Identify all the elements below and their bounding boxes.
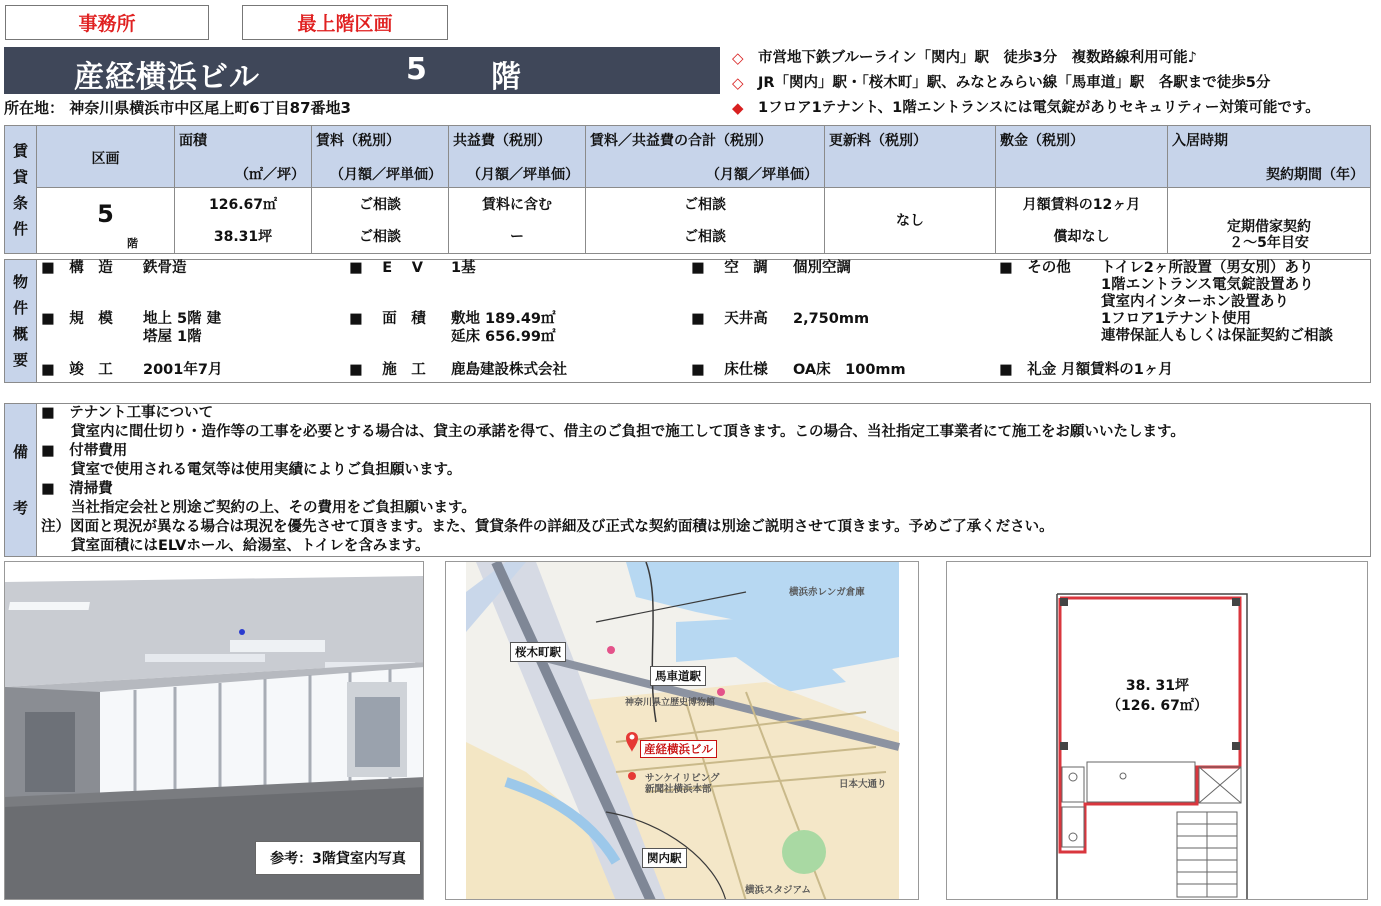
remark-line: 当社指定会社と別途ご契約の上、その費用をご負担願います。 xyxy=(71,500,476,516)
feature-text: 1フロア1テナント、1階エントランスには電気錠がありセキュリティー対策可能です。 xyxy=(758,100,1320,116)
remark-line: ■ 清掃費 xyxy=(41,481,113,497)
location-map xyxy=(445,561,919,900)
diamond-filled-icon: ◆ xyxy=(732,99,744,117)
overview-label: ■ 施 工 xyxy=(349,362,426,378)
feature-item xyxy=(732,71,1320,96)
building-floor-suffix: 階 xyxy=(491,60,521,95)
header-common-fee: 共益費（税別） （月額／坪単価） xyxy=(449,126,586,188)
header-area: 面積 （㎡／坪） xyxy=(175,126,312,188)
feature-list xyxy=(732,46,1320,121)
header-move-in: 入居時期 契約期間（年） xyxy=(1168,126,1371,188)
map-label-building: 産経横浜ビル xyxy=(640,740,717,758)
overview-reikin: ■ 礼金 月額賃料の1ヶ月 xyxy=(999,362,1173,378)
overview-value: 地上 5階 建 xyxy=(143,311,222,327)
overview-body xyxy=(37,260,1371,383)
overview-value: 鹿島建設株式会社 xyxy=(451,362,567,378)
overview-value: 連帯保証人もしくは保証契約ご相談 xyxy=(1101,328,1333,344)
map-label-stadium: 横浜スタジアム xyxy=(745,885,811,896)
overview-value: 個別空調 xyxy=(793,260,851,276)
remark-line: ■ テナント工事について xyxy=(41,405,214,421)
map-label-kannai: 関内駅 xyxy=(642,848,687,868)
value-total: ご相談 ご相談 xyxy=(586,188,825,254)
value-contract-term: 定期借家契約 ２～5年目安 xyxy=(1168,188,1371,254)
overview-label: ■ 構 造 xyxy=(41,260,113,276)
conditions-side-label: 賃 貸 条 件 xyxy=(5,126,37,254)
header-rent: 賃料（税別） （月額／坪単価） xyxy=(312,126,449,188)
floor-plan xyxy=(946,561,1368,900)
office-tag: 事務所 xyxy=(5,5,209,40)
overview-value: OA床 100mm xyxy=(793,362,906,378)
feature-text: 市営地下鉄ブルーライン「関内」駅 徒歩3分 複数路線利用可能♪ xyxy=(758,50,1197,66)
diamond-outline-icon: ◇ xyxy=(732,49,744,67)
feature-item xyxy=(732,46,1320,71)
map-label-museum: 神奈川県立歴史博物館 xyxy=(625,698,716,708)
overview-value: 2,750mm xyxy=(793,311,870,327)
map-label-redbrick: 横浜赤レンガ倉庫 xyxy=(789,587,865,598)
map-label-bashamichi: 馬車道駅 xyxy=(650,666,706,686)
overview-label: ■ 面 積 xyxy=(349,311,426,327)
overview-label: ■ 規 模 xyxy=(41,311,113,327)
overview-value: トイレ2ヶ所設置（男女別）あり xyxy=(1101,260,1314,276)
remarks-body xyxy=(37,404,1371,557)
value-renewal: なし xyxy=(825,188,996,254)
overview-label: ■ その他 xyxy=(999,260,1071,276)
overview-value: 塔屋 1階 xyxy=(143,329,202,345)
overview-label: ■ 空 調 xyxy=(691,260,768,276)
top-floor-tag: 最上階区画 xyxy=(242,5,448,40)
interior-photo xyxy=(4,561,424,900)
value-common-fee: 賃料に含む ー xyxy=(449,188,586,254)
map-label-sakuragicho: 桜木町駅 xyxy=(510,642,566,662)
floor-plan-drawing xyxy=(947,562,1368,900)
overview-value: 1フロア1テナント使用 xyxy=(1101,311,1251,327)
address: 所在地： 神奈川県横浜市中区尾上町6丁目87番地3 xyxy=(4,99,351,117)
floor-plan-m2: （126. 67㎡） xyxy=(1107,698,1208,714)
header-renewal: 更新料（税別） xyxy=(825,126,996,188)
overview-value: 延床 656.99㎡ xyxy=(451,329,556,345)
remarks-table xyxy=(4,403,1371,557)
floor-plan-area xyxy=(1107,676,1208,716)
overview-label: ■ 天井高 xyxy=(691,311,768,327)
remark-line: 注）図面と現況が異なる場合は現況を優先させて頂きます。また、賃貸条件の詳細及び正式な契約面積は別途ご説明させて頂きます。予めご了承ください。 xyxy=(41,519,1054,535)
map-label-sankei: サンケイリビング xyxy=(645,773,720,784)
map-label-nihon-odori: 日本大通り xyxy=(839,779,887,790)
leasing-conditions-table xyxy=(4,125,1371,254)
feature-text: JR「関内」駅・「桜木町」駅、みなとみらい線「馬車道」駅 各駅まで徒歩5分 xyxy=(758,75,1271,91)
remark-line: 貸室で使用される電気等は使用実績によりご負担願います。 xyxy=(71,462,462,478)
value-section: 5 階 xyxy=(37,188,175,254)
remarks-side-label: 備 考 xyxy=(5,404,37,557)
header-total: 賃料／共益費の合計（税別） （月額／坪単価） xyxy=(586,126,825,188)
overview-value: 1基 xyxy=(451,260,476,276)
overview-value: 貸室内インターホン設置あり xyxy=(1101,294,1289,310)
overview-value: 鉄骨造 xyxy=(143,260,187,276)
building-floor: 5 xyxy=(406,52,427,87)
overview-side-label: 物 件 概 要 xyxy=(5,260,37,383)
photo-caption: 参考：3階貸室内写真 xyxy=(255,841,421,875)
value-area: 126.67㎡ 38.31坪 xyxy=(175,188,312,254)
overview-label: ■ 竣 工 xyxy=(41,362,113,378)
overview-value: 2001年7月 xyxy=(143,362,223,378)
overview-value: 1階エントランス電気錠設置あり xyxy=(1101,277,1314,293)
remark-line: 貸室面積にはELVホール、給湯室、トイレを含みます。 xyxy=(71,538,430,554)
remark-line: 貸室内に間仕切り・造作等の工事を必要とする場合は、貸主の承諾を得て、借主のご負担で施工して頂きます。この場合、当社指定工事業者にて施工をお願いいたします。 xyxy=(71,424,1185,440)
value-rent: ご相談 ご相談 xyxy=(312,188,449,254)
header-deposit: 敷金（税別） xyxy=(996,126,1168,188)
floor-plan-tsubo: 38. 31坪 xyxy=(1125,678,1190,694)
overview-label: ■ 床仕様 xyxy=(691,362,768,378)
header-section: 区画 xyxy=(37,126,175,188)
overview-label: ■ E V xyxy=(349,260,423,276)
remark-line: ■ 付帯費用 xyxy=(41,443,128,459)
diamond-outline-icon: ◇ xyxy=(732,74,744,92)
overview-value: 敷地 189.49㎡ xyxy=(451,311,556,327)
property-overview-table xyxy=(4,259,1371,383)
building-name: 産経横浜ビル xyxy=(74,60,260,95)
feature-item xyxy=(732,96,1320,121)
map-label-sankei2: 新聞社横浜本部 xyxy=(645,784,712,795)
building-title-bar xyxy=(4,47,720,94)
value-deposit: 月額賃料の12ヶ月 償却なし xyxy=(996,188,1168,254)
